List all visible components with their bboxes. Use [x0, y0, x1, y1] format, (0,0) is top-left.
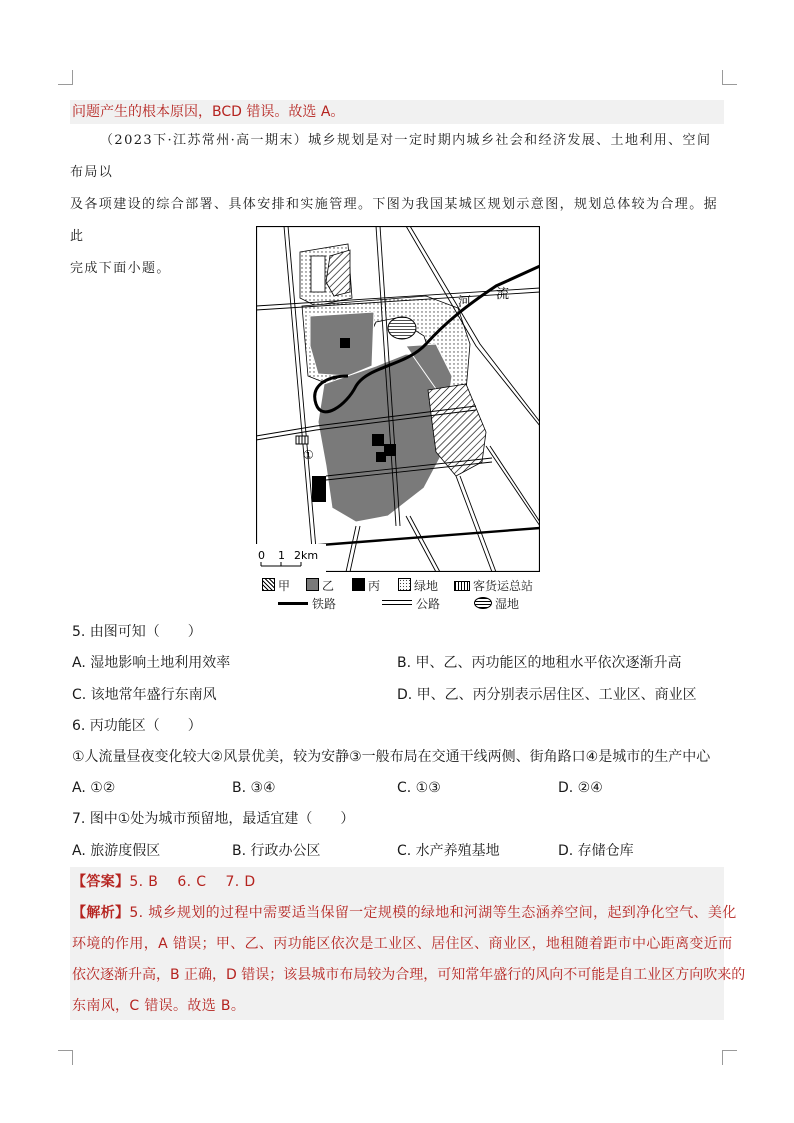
analysis-line: 环境的作用，A 错误；甲、乙、丙功能区依次是工业区、居住区、商业区，地租随着距市中心距离变近而 [72, 936, 733, 952]
scale-label-0: 0 [258, 549, 265, 562]
legend-yi [306, 578, 334, 594]
analysis-tag: 【解析】 [72, 905, 130, 921]
corner-mark-top-right [722, 70, 737, 85]
question-6-option-a[interactable]: A. ①② [72, 780, 116, 796]
question-7-stem: 7. 图中①处为城市预留地，最适宜建（ ） [72, 811, 355, 827]
question-5-option-d[interactable]: D. 甲、乙、丙分别表示居住区、工业区、商业区 [397, 687, 697, 703]
river-label-1: 河 [458, 295, 472, 310]
legend-station-label: 客货运总站 [473, 579, 534, 593]
dotted-swatch-icon [398, 578, 411, 591]
intro-line: 及各项建设的综合部署、具体安排和实施管理。下图为我国某城区规划示意图，规划总体较为合理。据此 [70, 197, 719, 244]
legend-road-label: 公路 [416, 597, 441, 611]
legend-greenland [398, 578, 438, 594]
corner-mark-bottom-right [722, 1050, 737, 1065]
answer-text: 5. B 6. C 7. D [129, 874, 256, 890]
question-6-statements: ①人流量昼夜变化较大②风景优美，较为安静③一般布局在交通干线两侧、街角路口④是城市的生产中心 [72, 749, 711, 765]
railway-line-icon [278, 602, 308, 605]
answer-analysis-block [70, 867, 746, 1020]
legend-bing-label: 丙 [368, 579, 381, 593]
scale-label-2: 2km [294, 549, 319, 562]
analysis-line: 5. 城乡规划的过程中需要适当保留一定规模的绿地和河湖等生态涵养空间，起到净化空气、美化 [129, 905, 737, 921]
city-planning-map [256, 226, 540, 572]
analysis-line: 依次逐渐升高，B 正确，D 错误；该县城市布局较为合理，可知常年盛行的风向不可能是自工业区方向吹来的 [72, 967, 746, 983]
legend-railway-label: 铁路 [312, 597, 337, 611]
intro-line: 完成下面小题。 [70, 261, 171, 276]
zone-jia-north [326, 250, 350, 296]
zone-bing-center-3 [376, 452, 386, 462]
legend-bing [352, 578, 380, 594]
site-marker-1: ① [303, 448, 314, 462]
answer-row [70, 867, 724, 898]
hatch-swatch-icon [262, 578, 275, 591]
zone-bing-center-1 [372, 434, 384, 446]
zone-bing-west [312, 476, 326, 502]
answer-tag: 【答案】 [72, 874, 130, 890]
legend-station [454, 578, 533, 594]
legend-yi-label: 乙 [322, 579, 335, 593]
question-5-option-c[interactable]: C. 该地常年盛行东南风 [72, 687, 217, 703]
corner-mark-top-left [58, 70, 73, 85]
legend-road [382, 596, 440, 612]
wetland [388, 317, 416, 339]
corner-mark-bottom-left [58, 1050, 73, 1065]
intro-line: （2023下·江苏常州·高一期末）城乡规划是对一定时期内城乡社会和经济发展、土地利用、空间布局以 [70, 133, 712, 180]
river-label-2: 流 [496, 287, 510, 302]
question-5-option-a[interactable]: A. 湿地影响土地利用效率 [72, 655, 231, 671]
question-5-stem: 5. 由图可知（ ） [72, 624, 202, 640]
question-7-option-d[interactable]: D. 存储仓库 [558, 843, 634, 859]
question-6-option-d[interactable]: D. ②④ [558, 780, 603, 796]
black-swatch-icon [352, 578, 365, 591]
road-line-icon [382, 600, 412, 605]
question-7-option-c[interactable]: C. 水产养殖基地 [397, 843, 500, 859]
question-6-option-c[interactable]: C. ①③ [397, 780, 441, 796]
legend-greenland-label: 绿地 [414, 579, 439, 593]
question-6-stem: 6. 丙功能区（ ） [72, 718, 202, 734]
legend-jia-label: 甲 [278, 579, 291, 593]
legend-wetland [474, 596, 519, 612]
legend-jia [262, 578, 290, 594]
zone-bing-north [340, 338, 350, 348]
gray-swatch-icon [306, 578, 319, 591]
legend-railway [278, 596, 336, 612]
wetland-swatch-icon [474, 597, 492, 609]
legend-wetland-label: 湿地 [495, 597, 520, 611]
question-7-option-b[interactable]: B. 行政办公区 [232, 843, 321, 859]
analysis-row [70, 898, 737, 929]
question-7-option-a[interactable]: A. 旅游度假区 [72, 843, 161, 859]
question-5-option-b[interactable]: B. 甲、乙、丙功能区的地租水平依次逐渐升高 [397, 655, 682, 671]
station-swatch-icon [454, 581, 470, 591]
previous-answer-tail: 问题产生的根本原因，BCD 错误。故选 A。 [70, 100, 724, 124]
question-6-option-b[interactable]: B. ③④ [232, 780, 276, 796]
analysis-line: 东南风，C 错误。故选 B。 [72, 998, 246, 1014]
scale-label-1: 1 [278, 549, 285, 562]
